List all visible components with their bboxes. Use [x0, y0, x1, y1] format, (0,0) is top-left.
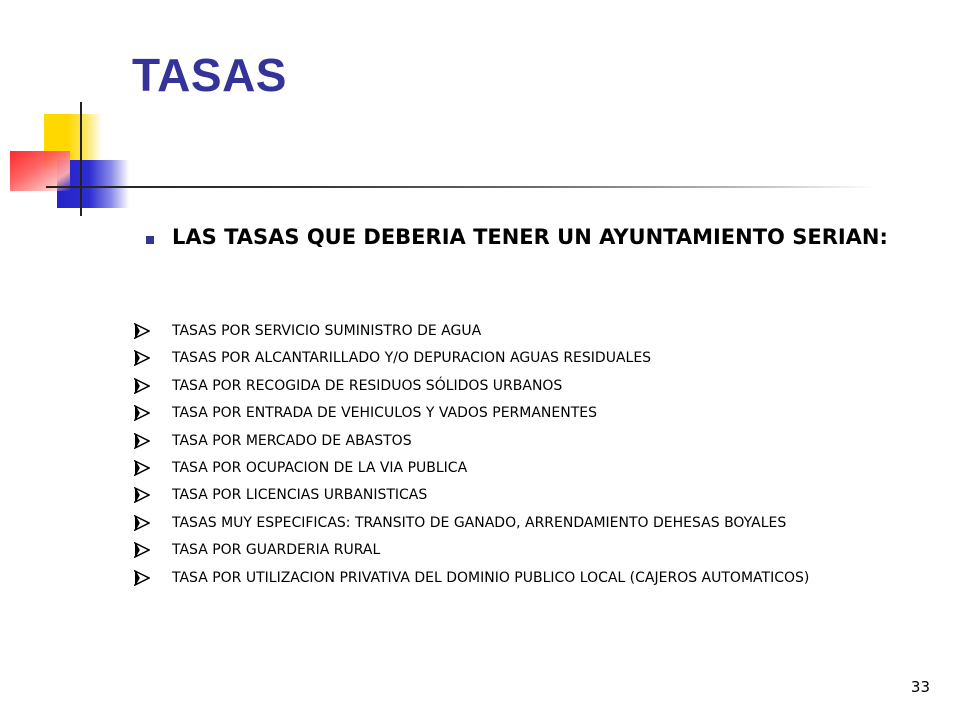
list-item-text: TASA POR OCUPACION DE LA VIA PUBLICA — [172, 459, 468, 476]
decoration-red-square — [10, 151, 70, 191]
list-item — [134, 432, 934, 451]
arrowhead-bullet-icon — [134, 350, 150, 366]
list-item-text: TASA POR ENTRADA DE VEHICULOS Y VADOS PERMANENTES — [172, 405, 598, 422]
square-bullet-icon — [146, 236, 154, 244]
tasas-list — [134, 322, 934, 596]
list-item-text: TASA POR MERCADO DE ABASTOS — [172, 432, 412, 449]
list-item — [134, 541, 934, 560]
arrowhead-bullet-icon — [134, 542, 150, 558]
arrowhead-bullet-icon — [134, 570, 150, 586]
arrowhead-bullet-icon — [134, 433, 150, 449]
main-bullet-text: LAS TASAS QUE DEBERIA TENER UN AYUNTAMIENTO SERIAN: — [172, 225, 888, 249]
list-item-text: TASA POR UTILIZACION PRIVATIVA DEL DOMINIO PUBLICO LOCAL (CAJEROS AUTOMATICOS) — [172, 569, 810, 586]
list-item-text: TASAS POR SERVICIO SUMINISTRO DE AGUA — [172, 323, 482, 339]
main-bullet — [146, 222, 896, 252]
list-item-text: TASAS MUY ESPECIFICAS: TRANSITO DE GANADO, ARRENDAMIENTO DEHESAS BOYALES — [172, 514, 787, 531]
decoration-vertical-line — [80, 102, 82, 216]
list-item-text: TASAS POR ALCANTARILLADO Y/O DEPURACION AGUAS RESIDUALES — [172, 350, 652, 367]
title-decoration — [0, 0, 960, 230]
arrowhead-bullet-icon — [134, 405, 150, 421]
list-item-text: TASA POR GUARDERIA RURAL — [172, 542, 381, 559]
arrowhead-bullet-icon — [134, 323, 150, 339]
list-item — [134, 486, 934, 505]
list-item — [134, 569, 934, 588]
arrowhead-bullet-icon — [134, 378, 150, 394]
list-item — [134, 514, 934, 533]
list-item-text: TASA POR LICENCIAS URBANISTICAS — [172, 487, 428, 504]
page-number: 33 — [910, 678, 930, 696]
list-item — [134, 404, 934, 423]
arrowhead-bullet-icon — [134, 487, 150, 503]
list-item — [134, 322, 934, 341]
arrowhead-bullet-icon — [134, 515, 150, 531]
slide-title: TASAS — [132, 49, 287, 101]
list-item — [134, 349, 934, 368]
list-item — [134, 459, 934, 478]
list-item — [134, 377, 934, 396]
arrowhead-bullet-icon — [134, 460, 150, 476]
title-underline — [46, 186, 876, 188]
list-item-text: TASA POR RECOGIDA DE RESIDUOS SÓLIDOS URBANOS — [172, 377, 563, 394]
